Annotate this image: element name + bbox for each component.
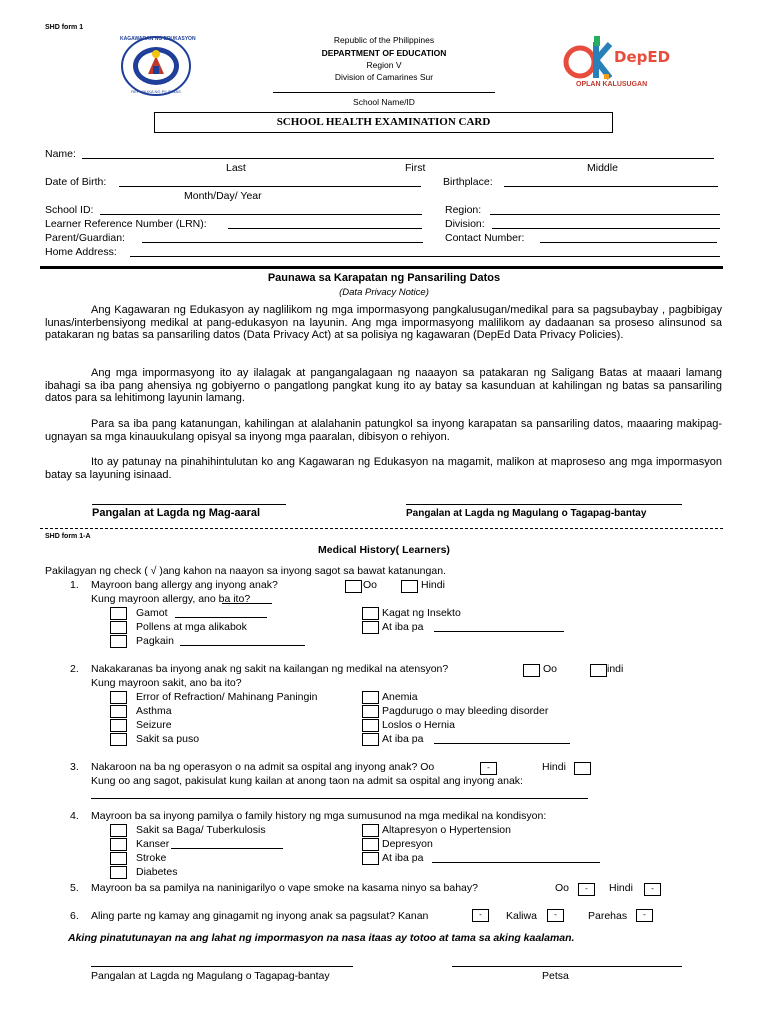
q2-opt1-label: Error of Refraction/ Mahinang Paningin	[136, 691, 318, 703]
q1-yes-label: Oo	[363, 579, 378, 591]
logo-deped-text: DepED	[614, 48, 671, 66]
name-label: Name:	[45, 148, 76, 160]
birthplace-label: Birthplace:	[443, 176, 493, 188]
q2-opt7-label: Loslos o Hernia	[382, 719, 455, 731]
q6-left-label: Kaliwa	[506, 910, 537, 922]
guardian-label: Parent/Guardian:	[45, 232, 125, 244]
q2-opt3-checkbox[interactable]	[110, 719, 127, 732]
dob-field[interactable]	[119, 186, 421, 187]
q5-yes-label: Oo	[555, 882, 570, 894]
q1-opt4-label: Kagat ng Insekto	[382, 607, 461, 619]
school-id-field[interactable]	[100, 214, 422, 215]
history-parent-signature-label: Pangalan at Lagda ng Magulang o Tagapag-bantay	[91, 970, 330, 982]
q4-opt3-checkbox[interactable]	[110, 852, 127, 865]
q2-number: 2.	[70, 663, 79, 675]
learner-signature-line[interactable]	[92, 504, 286, 505]
lrn-field[interactable]	[228, 228, 422, 229]
q4-opt2-line[interactable]	[171, 848, 283, 849]
q6-both-checkbox[interactable]: -	[636, 909, 653, 922]
q1-opt5-checkbox[interactable]	[362, 621, 379, 634]
history-title: Medical History( Learners)	[318, 544, 450, 556]
q4-opt5-checkbox[interactable]	[362, 824, 379, 837]
q3-no-label: Hindi	[542, 761, 566, 773]
seal-text-top: KAGAWARAN NG EDUKASYON	[120, 36, 196, 42]
q2-no-checkbox[interactable]	[590, 664, 607, 677]
q4-opt6-checkbox[interactable]	[362, 838, 379, 851]
section-divider	[40, 266, 723, 269]
q6-text: Aling parte ng kamay ang ginagamit ng inyong anak sa pagsulat? Kanan	[91, 910, 429, 922]
q2-opt8-line[interactable]	[434, 743, 570, 744]
q1-yes-checkbox[interactable]	[345, 580, 362, 593]
q3-yes-checkbox[interactable]: -	[480, 762, 497, 775]
q3-number: 3.	[70, 761, 79, 773]
q4-number: 4.	[70, 810, 79, 822]
q3-follow-up: Kung oo ang sagot, pakisulat kung kailan at anong taon na admit sa ospital ang inyong anak:	[91, 775, 523, 787]
q4-opt4-label: Diabetes	[136, 866, 178, 878]
dob-label: Date of Birth:	[45, 176, 107, 188]
division-field-label: Division:	[445, 218, 485, 230]
q5-no-label: Hindi	[609, 882, 633, 894]
date-label: Petsa	[542, 970, 569, 982]
q4-opt5-label: Altapresyon o Hypertension	[382, 824, 511, 836]
attestation-text: Aking pinatutunayan na ang lahat ng impormasyon na nasa itaas ay totoo at tama sa aking kaalaman.	[68, 932, 575, 944]
q1-opt3-label: Pagkain	[136, 635, 174, 647]
history-parent-signature-line[interactable]	[91, 966, 353, 967]
privacy-paragraph-1: Ang Kagawaran ng Edukasyon ay naglilikom ng mga impormasyong pangkalusugan/medikal para sa pagsubaybay , pagbibigay lunas/interbensiyong medikal at pang-edukasyon na layunin. Ang mga impormasyong malilikom ay dadaanan sa proseso alinsunod sa patakaran ng batas sa pansariling datos (Data Privacy Act) at sa polisiya ng kagawaran (DepEd Data Privacy Policies).	[45, 304, 722, 342]
seal-text-bottom: REPUBLIKA NG PILIPINAS	[131, 89, 181, 94]
region-label: Region V	[366, 60, 402, 70]
q2-opt1-checkbox[interactable]	[110, 691, 127, 704]
q3-text: Nakaroon na ba ng operasyon o na admit sa ospital ang inyong anak? Oo	[91, 761, 435, 773]
q4-opt1-label: Sakit sa Baga/ Tuberkulosis	[136, 824, 266, 836]
name-field[interactable]	[82, 158, 714, 159]
q4-opt7-line[interactable]	[432, 862, 600, 863]
q5-no-checkbox[interactable]: -	[644, 883, 661, 896]
contact-field[interactable]	[540, 242, 717, 243]
region-field[interactable]	[490, 214, 720, 215]
q2-opt8-label: At iba pa	[382, 733, 424, 745]
division-field[interactable]	[492, 228, 720, 229]
q1-follow-line[interactable]	[222, 603, 272, 604]
logo-oplan-text: OPLAN KALUSUGAN	[576, 81, 648, 88]
republic-label: Republic of the Philippines	[333, 35, 435, 45]
first-label: First	[405, 162, 426, 174]
q1-opt2-label: Pollens at mga alikabok	[136, 621, 247, 633]
parent-signature-label: Pangalan at Lagda ng Magulang o Tagapag-bantay	[406, 508, 647, 519]
q5-text: Mayroon ba sa pamilya na naninigarilyo o vape smoke na kasama ninyo sa bahay?	[91, 882, 478, 894]
deped-seal-logo	[120, 36, 196, 96]
q6-left-checkbox[interactable]: -	[547, 909, 564, 922]
birthplace-field[interactable]	[504, 186, 718, 187]
q2-follow-up: Kung mayroon sakit, ano ba ito?	[91, 677, 242, 689]
q1-opt2-checkbox[interactable]	[110, 621, 127, 634]
contact-label: Contact Number:	[445, 232, 525, 244]
q4-opt2-label: Kanser	[136, 838, 170, 850]
q3-answer-line[interactable]	[91, 798, 588, 799]
q6-both-label: Parehas	[588, 910, 628, 922]
q2-opt6-checkbox[interactable]	[362, 705, 379, 718]
address-field[interactable]	[130, 256, 720, 257]
q2-text: Nakakaranas ba inyong anak ng sakit na kailangan ng medikal na atensyon?	[91, 663, 449, 675]
q1-follow-up: Kung mayroon allergy, ano ba ito?	[91, 593, 251, 605]
privacy-subtitle: (Data Privacy Notice)	[339, 287, 429, 298]
school-id-label: School ID:	[45, 204, 94, 216]
q2-opt2-checkbox[interactable]	[110, 705, 127, 718]
date-line[interactable]	[452, 966, 682, 967]
history-form-code: SHD form 1-A	[45, 533, 91, 540]
history-instruction: Pakilagyan ng check ( √ )ang kahon na naayon sa inyong sagot sa bawat katanungan.	[45, 565, 446, 577]
q1-opt1-line[interactable]	[175, 617, 267, 618]
department-label: DEPARTMENT OF EDUCATION	[321, 48, 447, 58]
q2-no-label: indi	[607, 663, 624, 675]
q2-opt5-label: Anemia	[382, 691, 418, 703]
q5-yes-checkbox[interactable]: -	[578, 883, 595, 896]
q6-right-checkbox[interactable]: -	[472, 909, 489, 922]
q1-text: Mayroon bang allergy ang inyong anak?	[91, 579, 278, 591]
page-title: SCHOOL HEALTH EXAMINATION CARD	[276, 116, 491, 128]
school-name-label: School Name/ID	[353, 97, 415, 107]
privacy-paragraph-3: Para sa iba pang katanungan, kahilingan at alalahanin patungkol sa inyong karapatan sa pansariling datos, maaaring makipag-ugnayan sa mga kinauukulang opisyal sa inyong mga paaralan, dibisyon o rehiyon.	[45, 418, 722, 443]
q1-number: 1.	[70, 579, 79, 591]
q2-yes-checkbox[interactable]	[523, 664, 540, 677]
division-label: Division of Camarines Sur	[334, 72, 434, 82]
privacy-paragraph-4: Ito ay patunay na pinahihintulutan ko ang Kagawaran ng Edukasyon na magamit, malikon at maproseso ang mga impormasyon batay sa layuning isinaad.	[45, 456, 722, 481]
q1-opt3-checkbox[interactable]	[110, 635, 127, 648]
region-field-label: Region:	[445, 204, 482, 216]
parent-signature-line[interactable]	[406, 504, 682, 505]
q6-number: 6.	[70, 910, 79, 922]
q2-opt5-checkbox[interactable]	[362, 691, 379, 704]
q2-opt4-label: Sakit sa puso	[136, 733, 200, 745]
q2-opt7-checkbox[interactable]	[362, 719, 379, 732]
cut-line	[40, 528, 723, 529]
form-code: SHD form 1	[45, 24, 84, 31]
q1-opt3-line[interactable]	[180, 645, 305, 646]
q2-opt4-checkbox[interactable]	[110, 733, 127, 746]
address-label: Home Address:	[45, 246, 117, 258]
q4-opt6-label: Depresyon	[382, 838, 433, 850]
q2-opt6-label: Pagdurugo o may bleeding disorder	[382, 705, 549, 717]
q4-opt7-checkbox[interactable]	[362, 852, 379, 865]
privacy-paragraph-2: Ang mga impormasyong ito ay ilalagak at pangangalagaan ng naaayon sa patakaran ng Saligang Batas at maaari lamang ibahagi sa iba pang ahensiya ng gobiyerno o pangatlong pangkat kung ito ay batay sa kasunduan at kahilingan ng batas sa pansariling datos para sa lehitimong layunin lamang.	[45, 367, 722, 405]
learner-signature-label: Pangalan at Lagda ng Mag-aaral	[92, 507, 261, 519]
q3-no-checkbox[interactable]	[574, 762, 591, 775]
q4-opt3-label: Stroke	[136, 852, 167, 864]
last-label: Last	[226, 162, 246, 174]
dob-format-label: Month/Day/ Year	[184, 190, 262, 202]
guardian-field[interactable]	[142, 242, 423, 243]
lrn-label: Learner Reference Number (LRN):	[45, 218, 207, 230]
q1-opt4-checkbox[interactable]	[362, 607, 379, 620]
q2-yes-label: Oo	[543, 663, 558, 675]
q4-opt1-checkbox[interactable]	[110, 824, 127, 837]
q1-no-label: Hindi	[421, 579, 445, 591]
q1-opt1-checkbox[interactable]	[110, 607, 127, 620]
q1-opt5-label: At iba pa	[382, 621, 424, 633]
q2-opt3-label: Seizure	[136, 719, 172, 731]
q1-opt5-line[interactable]	[434, 631, 564, 632]
q4-text: Mayroon ba sa inyong pamilya o family history ng mga sumusunod na mga medikal na kondisyon:	[91, 810, 547, 822]
q4-opt2-checkbox[interactable]	[110, 838, 127, 851]
q4-opt7-label: At iba pa	[382, 852, 424, 864]
school-name-line[interactable]	[273, 92, 495, 93]
q1-opt1-label: Gamot	[136, 607, 168, 619]
privacy-title: Paunawa sa Karapatan ng Pansariling Datos	[267, 272, 501, 284]
q1-no-checkbox[interactable]	[401, 580, 418, 593]
q4-opt4-checkbox[interactable]	[110, 866, 127, 879]
q2-opt8-checkbox[interactable]	[362, 733, 379, 746]
q2-opt2-label: Asthma	[136, 705, 172, 717]
q5-number: 5.	[70, 882, 79, 894]
middle-label: Middle	[587, 162, 618, 174]
